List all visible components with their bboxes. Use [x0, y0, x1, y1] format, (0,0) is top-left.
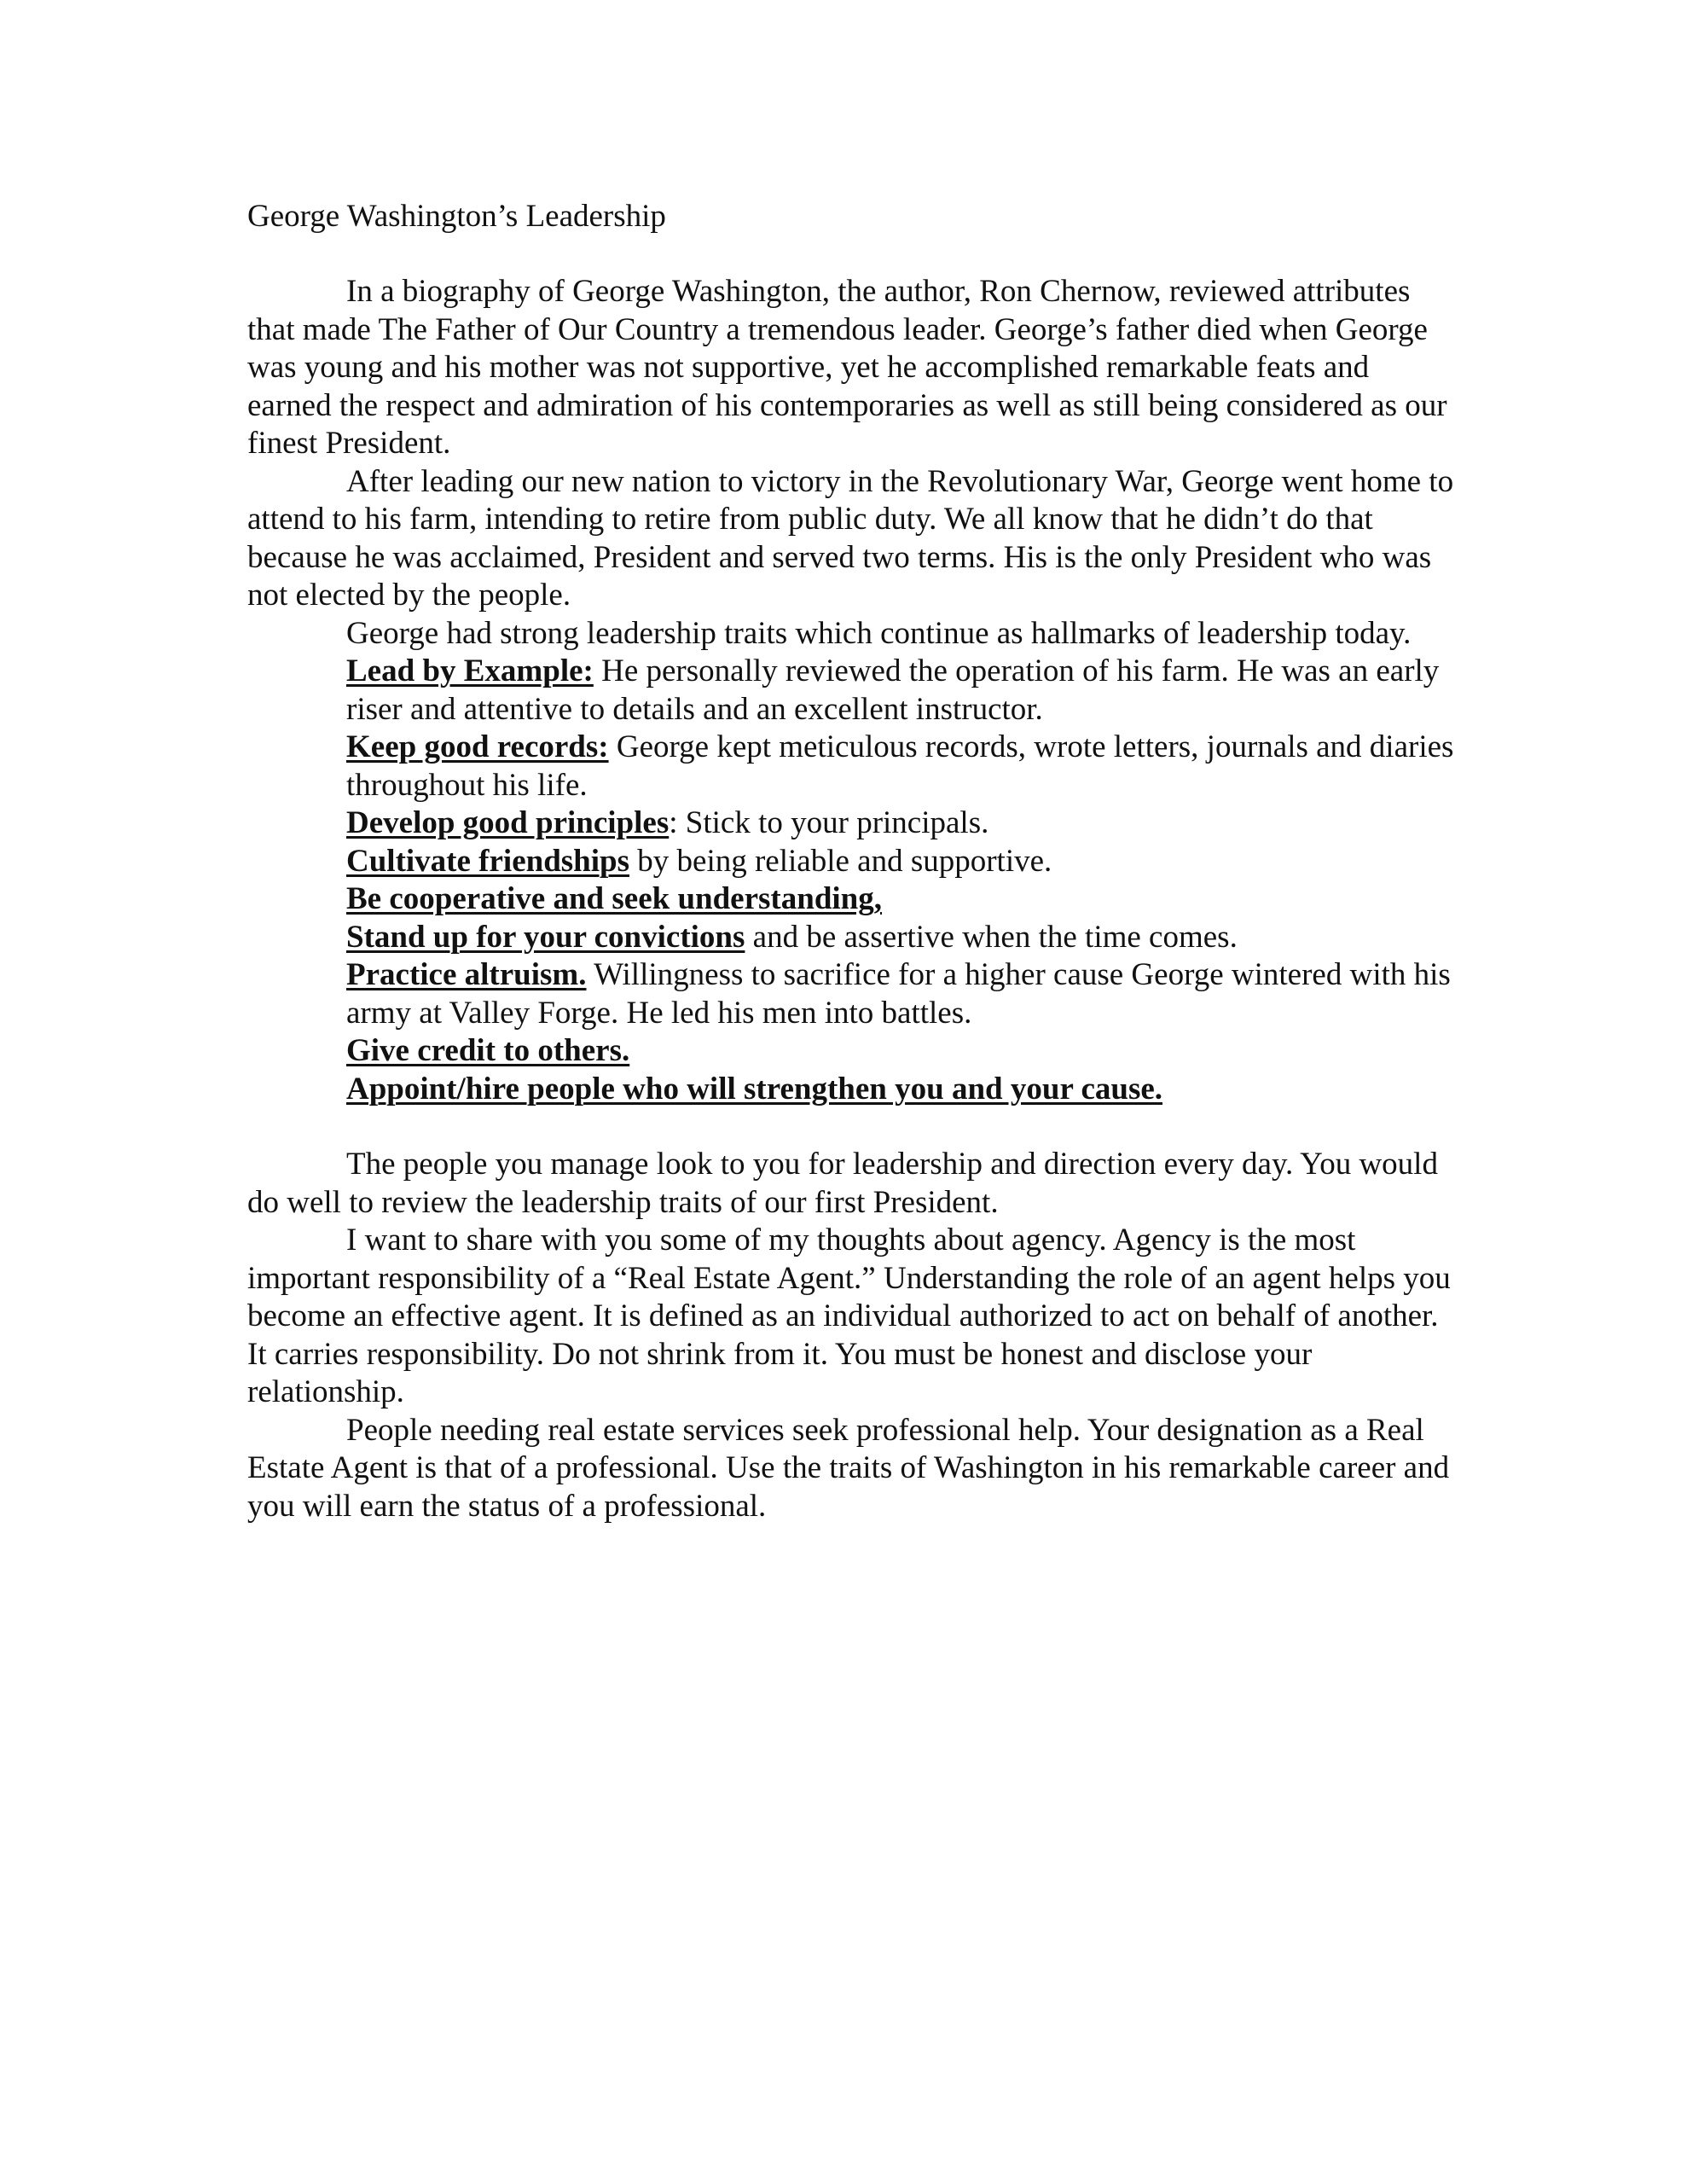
trait-item — [346, 1071, 1458, 1109]
trait-text: by being reliable and supportive. — [629, 843, 1052, 879]
trait-item — [346, 956, 1458, 1032]
closing-paragraph-1: The people you manage look to you for leadership and direction every day. You would do well to review the leadership traits of our first President. — [247, 1147, 1438, 1220]
trait-item — [346, 880, 1458, 919]
trait-heading: Appoint/hire people who will strengthen you and your cause. — [346, 1071, 1163, 1107]
trait-text: He personally reviewed the operation of his farm. He was an early riser and attentive to details and an excellent instructor. — [346, 653, 1440, 727]
trait-heading: Cultivate friendships — [346, 843, 630, 879]
intro-paragraph-3: George had strong leadership traits which continue as hallmarks of leadership today. — [346, 615, 1412, 651]
trait-text: : Stick to your principals. — [669, 805, 989, 840]
closing-paragraph-3: People needing real estate services seek professional help. Your designation as a Real Estate Agent is that of a professional. Use the traits of Washington in his remarkable career and you will earn the status of a professional. — [247, 1412, 1450, 1524]
trait-heading: Practice altruism. — [346, 957, 587, 992]
trait-heading: Lead by Example: — [346, 653, 594, 688]
trait-heading: Give credit to others. — [346, 1033, 630, 1068]
document-title: George Washington’s Leadership — [247, 199, 666, 234]
intro-paragraph-1: In a biography of George Washington, the author, Ron Chernow, reviewed attributes that made The Father of Our Country a tremendous leader. George’s father died when George was young and his mother was not supportive, yet he accomplished remarkable feats and earned the respect and admiration of his contemporaries as well as still being considered as our finest President. — [247, 274, 1447, 461]
trait-item — [346, 1032, 1458, 1071]
document-page — [247, 198, 1458, 1525]
section-spacer — [247, 1108, 1458, 1146]
trait-text: George kept meticulous records, wrote letters, journals and diaries throughout his life. — [346, 729, 1454, 803]
intro-paragraph-2: After leading our new nation to victory in the Revolutionary War, George went home to attend to his farm, intending to retire from public duty. We all know that he didn’t do that because he was acclaimed, President and served two terms. His is the only President who was not elected by the people. — [247, 463, 1454, 613]
trait-heading: Develop good principles — [346, 805, 670, 840]
trait-heading: Be cooperative and seek understanding, — [346, 881, 883, 916]
trait-heading: Stand up for your convictions — [346, 919, 745, 955]
trait-heading: Keep good records: — [346, 729, 609, 764]
closing-paragraph-2: I want to share with you some of my thoughts about agency. Agency is the most important responsibility of a “Real Estate Agent.” Understanding the role of an agent helps you become an effective agent. It is defined as an individual authorized to act on behalf of another. It carries responsibility. Do not shrink from it. You must be honest and disclose your relationship. — [247, 1223, 1451, 1409]
trait-item — [346, 653, 1458, 729]
trait-item — [346, 729, 1458, 804]
trait-text: and be assertive when the time comes. — [745, 919, 1238, 955]
trait-item — [346, 804, 1458, 843]
trait-item — [346, 843, 1458, 881]
trait-text: Willingness to sacrifice for a higher cause George wintered with his army at Valley Forge. He led his men into battles. — [346, 957, 1451, 1031]
trait-item — [346, 919, 1458, 957]
leadership-traits-list — [346, 653, 1458, 1108]
